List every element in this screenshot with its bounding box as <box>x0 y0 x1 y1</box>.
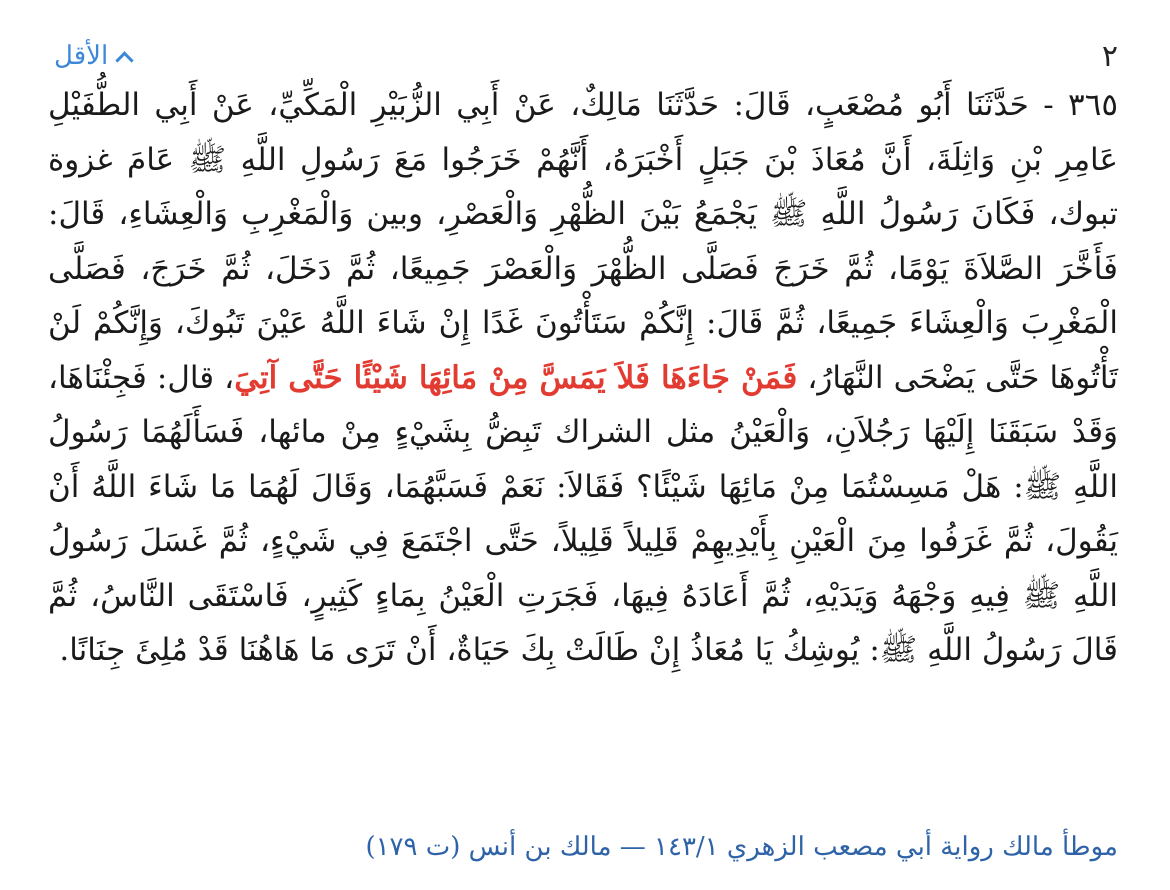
show-less-toggle[interactable] <box>54 41 131 71</box>
hadith-text-part-1: ٣٦٥ - حَدَّثَنَا أَبُو مُصْعَبٍ، قَالَ: حَدَّثَنَا مَالِكٌ، عَنْ أَبِي الزُّبَيْرِ الْمَكِّيِّ، عَنْ أَبِي الطُّفَيْلِ عَامِرِ بْنِ وَاثِلَةَ، أَنَّ مُعَاذَ بْنَ جَبَلٍ أَخْبَرَهُ، أَنَّهُمْ خَرَجُوا مَعَ رَسُولِ اللَّهِ ﷺ عَامَ غزوة تبوك، فَكَانَ رَسُولُ اللَّهِ ﷺ يَجْمَعُ بَيْنَ الظُّهْرِ وَالْعَصْرِ، وبين وَالْمَغْرِبِ وَالْعِشَاءِ، قَالَ: فَأَخَّرَ الصَّلاَةَ يَوْمًا، ثُمَّ خَرَجَ فَصَلَّى الظُّهْرَ وَالْعَصْرَ جَمِيعًا، ثُمَّ دَخَلَ، ثُمَّ خَرَجَ، فَصَلَّى الْمَغْرِبَ وَالْعِشَاءَ جَمِيعًا، ثُمَّ قَالَ: إِنَّكُمْ سَتَأْتُونَ غَدًا إِنْ شَاءَ اللَّهُ عَيْنَ تَبُوكَ، وَإِنَّكُمْ لَنْ تَأْتُوهَا حَتَّى يَضْحَى النَّهَارُ، <box>48 87 1118 396</box>
source-citation-link[interactable]: موطأ مالك رواية أبي مصعب الزهري ١٤٣/١ — مالك بن أنس (ت ١٧٩) <box>365 832 1118 862</box>
hadith-highlighted-phrase: فَمَنْ جَاءَهَا فَلاَ يَمَسَّ مِنْ مَائِهَا شَيْئًا حَتَّى آتِيَ <box>234 359 798 396</box>
hadith-text <box>48 78 1118 678</box>
chevron-up-icon[interactable] <box>115 51 133 69</box>
hadith-text-part-2: ، قال: فَجِئْنَاهَا، وَقَدْ سَبَقَنَا إِلَيْهَا رَجُلاَنِ، وَالْعَيْنُ مثل الشراك تَبِضُّ بِشَيْءٍ مِنْ مائها، فَسَأَلَهُمَا رَسُولُ اللَّهِ ﷺ: هَلْ مَسِسْتُمَا مِنْ مَائِهَا شَيْئًا؟ فَقَالاَ: نَعَمْ فَسَبَّهُمَا، وَقَالَ لَهُمَا مَا شَاءَ اللَّهُ أَنْ يَقُولَ، ثُمَّ غَرَفُوا مِنَ الْعَيْنِ بِأَيْدِيهِمْ قَلِيلاً قَلِيلاً، حَتَّى اجْتَمَعَ فِي شَيْءٍ، ثُمَّ غَسَلَ رَسُولُ اللَّهِ ﷺ فِيهِ وَجْهَهُ وَيَدَيْهِ، ثُمَّ أَعَادَهُ فِيهَا، فَجَرَتِ الْعَيْنُ بِمَاءٍ كَثِيرٍ، فَاسْتَقَى النَّاسُ، ثُمَّ قَالَ رَسُولُ اللَّهِ ﷺ: يُوشِكُ يَا مُعَاذُ إِنْ طَالَتْ بِكَ حَيَاةٌ، أَنْ تَرَى مَا هَاهُنَا قَدْ مُلِئَ جِنَانًا. <box>48 359 1118 668</box>
show-less-label[interactable]: الأقل <box>54 41 109 71</box>
page-number: ٢ <box>1101 38 1118 74</box>
page-header <box>48 36 1118 76</box>
